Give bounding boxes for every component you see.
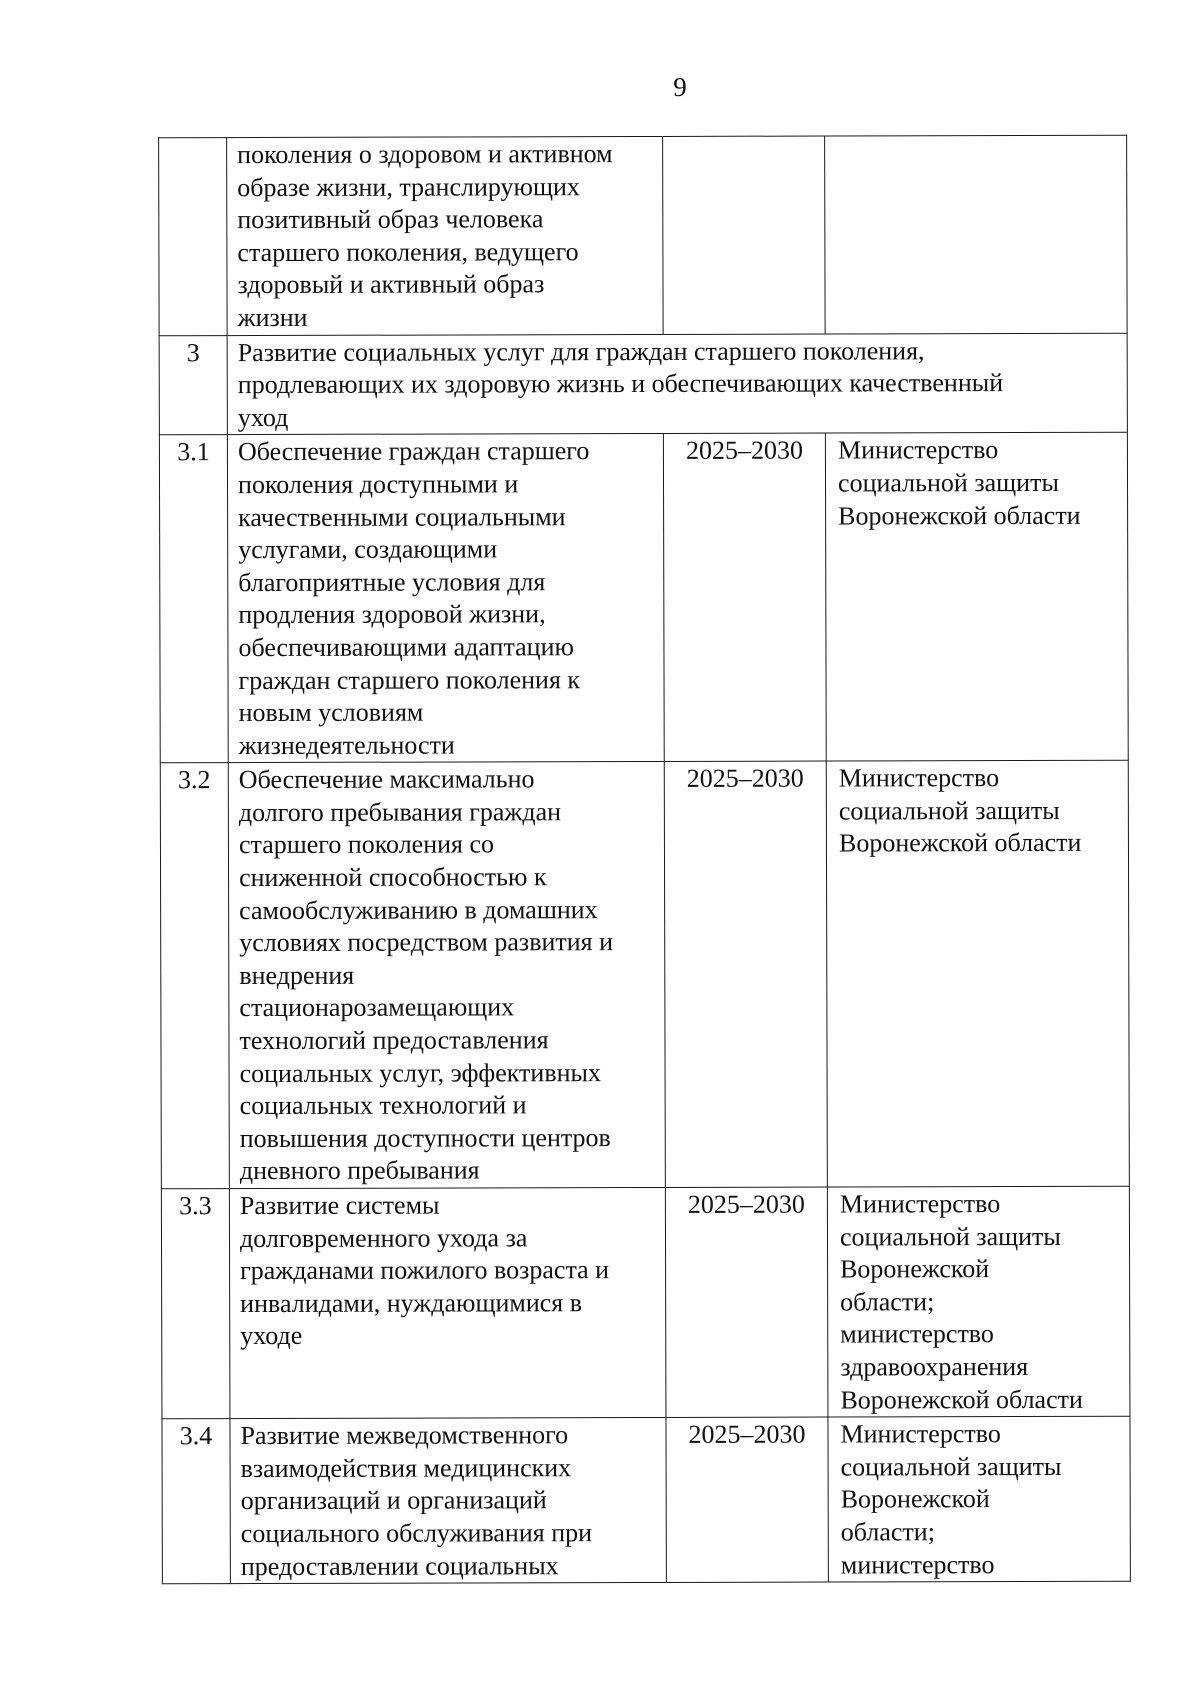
measure-text: Развитие системы долговременного ухода за гражданами пожилого возраста и инвалидами, нуждающимися в уходе [229, 1187, 666, 1418]
measure-text: Обеспечение максимально долгого пребывания граждан старшего поколения со сниженной способностью к самообслуживанию в домашних условиях посредством развития и внедрения стационарозамещающих технологий предоставления социальных услуг, эффективных социальных технологий и повышения доступности центров дневного пребывания [228, 762, 665, 1189]
period-cell [663, 136, 826, 334]
measures-table [158, 135, 1131, 1585]
row-number: 3.4 [162, 1419, 230, 1584]
period-cell: 2025–2030 [664, 761, 827, 1187]
period-cell: 2025–2030 [665, 1187, 828, 1418]
table-row [162, 1416, 1130, 1584]
measure-text: Обеспечение граждан старшего поколения доступными и качественными социальными услугами, создающими благоприятные условия для продления здоровой жизни, обеспечивающими адаптацию граждан старшего поколения к новым условиям жизнедеятельности [227, 434, 664, 763]
table-row [159, 433, 1128, 763]
row-number: 3.1 [159, 435, 228, 763]
table-row [160, 761, 1129, 1189]
table-row [159, 135, 1128, 335]
row-number: 3.3 [161, 1189, 230, 1419]
measure-text: поколения о здоровом и активном образе жизни, транслирующих позитивный образ человека старшего поколения, ведущего здоровый и активный образ жизни [227, 136, 664, 335]
period-cell: 2025–2030 [663, 433, 826, 761]
period-cell: 2025–2030 [666, 1417, 828, 1582]
section-title: Развитие социальных услуг для граждан старшего поколения, продлевающих их здоровую жизнь и обеспечивающих качественный уход [227, 333, 1127, 435]
responsible-cell: Министерство социальной защиты Воронежской области; министерство здравоохранения Воронежской области [827, 1186, 1130, 1417]
section-row [159, 333, 1127, 435]
table-row [161, 1186, 1130, 1419]
measure-text: Развитие межведомственного взаимодействия медицинских организаций и организаций социального обслуживания при предоставлении социальных [230, 1418, 666, 1584]
responsible-cell [825, 135, 1128, 333]
responsible-cell: Министерство социальной защиты Воронежской области; министерство [828, 1416, 1130, 1582]
row-number: 3.2 [160, 763, 229, 1189]
responsible-cell: Министерство социальной защиты Воронежской области [825, 433, 1128, 762]
row-number [159, 138, 228, 336]
responsible-cell: Министерство социальной защиты Воронежской области [826, 761, 1129, 1188]
section-number: 3 [159, 335, 227, 435]
page-number: 9 [673, 72, 687, 102]
